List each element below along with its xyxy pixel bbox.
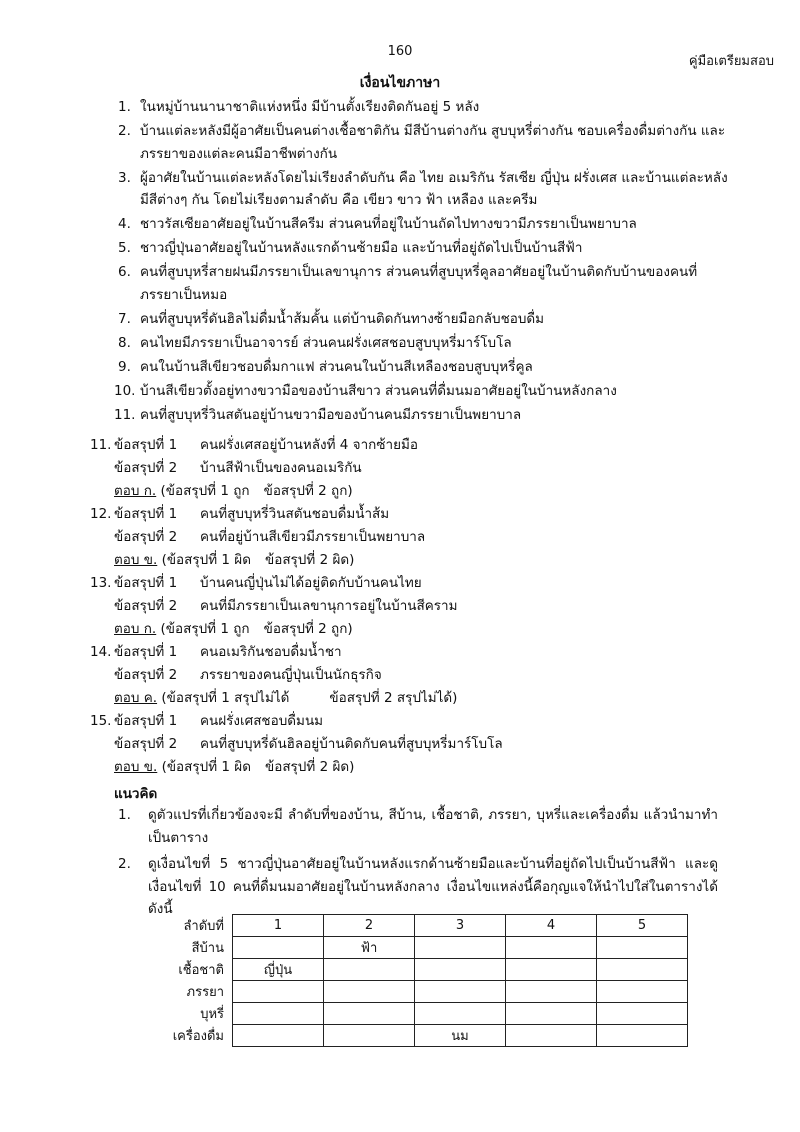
grid-cell — [415, 1003, 506, 1025]
condition-item — [118, 308, 728, 331]
answer-part-b: ข้อสรุปที่ 2 ผิด) — [264, 552, 355, 568]
condition-number: 3. — [118, 169, 131, 186]
grid-row — [140, 937, 688, 959]
condition-text: คนที่สูบบุหรี่สายฝนมีภรรยาเป็นเลขานุการ ส่วนคนที่สูบบุหรี่คูลอาศัยอยู่ในบ้านติดกับบ้านของคนที่ภรรยาเป็นหมอ — [140, 264, 698, 303]
grid-cell: นม — [415, 1025, 506, 1047]
condition-text: ชาวรัสเซียอาศัยอยู่ในบ้านสีครีม ส่วนคนที่อยู่ในบ้านถัดไปทางขวามีภรรยาเป็นพยาบาล — [140, 216, 637, 232]
conclusion-label: ข้อสรุปที่ 2 — [114, 529, 178, 545]
condition-text: บ้านสีเขียวตั้งอยู่ทางขวามือของบ้านสีขาว ส่วนคนที่ดื่มนมอาศัยอยู่ในบ้านหลังกลาง — [140, 382, 617, 399]
answer-part-a: (ข้อสรุปที่ 1 ถูก — [160, 483, 250, 499]
conclusion-text: บ้านคนญี่ปุ่นไม่ได้อยู่ติดกับบ้านคนไทย — [200, 575, 422, 591]
question-answer — [90, 756, 750, 779]
question-answer — [90, 480, 750, 503]
grid-cell — [233, 1025, 324, 1047]
condition-item — [118, 261, 728, 306]
grid-row-label: เชื้อชาติ — [178, 963, 224, 978]
approach-list — [118, 804, 718, 925]
grid-cell — [415, 937, 506, 959]
condition-number: 8. — [118, 334, 131, 351]
grid-cell: 1 — [233, 915, 324, 937]
grid-cell — [597, 937, 688, 959]
grid-cell — [233, 937, 324, 959]
conclusion-label: ข้อสรุปที่ 1 — [114, 713, 178, 729]
conclusion-label: ข้อสรุปที่ 2 — [114, 598, 178, 614]
question-conclusion-1 — [90, 710, 750, 733]
condition-number: 1. — [118, 99, 131, 115]
question-number: 15. — [90, 713, 112, 729]
grid-row — [140, 1025, 688, 1047]
conclusion-text: คนที่สูบบุหรี่วินสตันชอบดื่มน้ำส้ม — [200, 506, 390, 522]
question-answer — [90, 687, 750, 710]
conclusion-label: ข้อสรุปที่ 2 — [114, 667, 178, 683]
question-number: 12. — [90, 506, 112, 522]
answer-part-a: (ข้อสรุปที่ 1 ถูก — [160, 621, 250, 637]
question-conclusion-2 — [90, 595, 750, 618]
conclusion-label: ข้อสรุปที่ 1 — [114, 575, 178, 591]
question-number: 11. — [90, 437, 112, 453]
conclusion-label: ข้อสรุปที่ 1 — [114, 506, 178, 522]
answer-part-b: ข้อสรุปที่ 2 ผิด) — [264, 759, 355, 775]
grid-row-label: บุหรี่ — [200, 1007, 224, 1022]
solution-grid — [140, 914, 688, 1047]
condition-number: 6. — [118, 264, 131, 280]
grid-cell — [415, 959, 506, 981]
grid-row — [140, 915, 688, 937]
question-conclusion-2 — [90, 526, 750, 549]
approach-title: แนวคิด — [114, 786, 158, 802]
grid-cell: 2 — [324, 915, 415, 937]
answer-part-b: ข้อสรุปที่ 2 สรุปไม่ได้) — [329, 690, 458, 706]
condition-text: ในหมู่บ้านนานาชาติแห่งหนึ่ง มีบ้านตั้งเรียงติดกันอยู่ 5 หลัง — [140, 99, 480, 115]
condition-item — [118, 96, 728, 119]
grid-cell — [506, 937, 597, 959]
answer-part-a: (ข้อสรุปที่ 1 สรุปไม่ได้ — [161, 690, 290, 706]
grid-cell — [324, 1003, 415, 1025]
condition-number: 10. — [114, 382, 136, 399]
approach-text: ดูตัวแปรที่เกี่ยวข้องจะมี ลำดับที่ของบ้าน, สีบ้าน, เชื้อชาติ, ภรรยา, บุหรี่และเครื่องดื่ม แล้วนำมาทำเป็นตาราง — [148, 807, 718, 846]
grid-row-label: สีบ้าน — [191, 941, 224, 956]
book-title: คู่มือเตรียมสอบ — [688, 54, 774, 69]
answer-label: ตอบ ค. — [114, 690, 158, 706]
question-conclusion-2 — [90, 733, 750, 756]
grid-cell — [415, 981, 506, 1003]
condition-item — [118, 237, 728, 260]
condition-item — [118, 120, 728, 165]
grid-row — [140, 1003, 688, 1025]
question-conclusion-1 — [90, 572, 750, 595]
question-answer — [90, 618, 750, 641]
question-answer — [90, 549, 750, 572]
condition-text: คนไทยมีภรรยาเป็นอาจารย์ ส่วนคนฝรั่งเศสชอบสูบบุหรี่มาร์โบโล — [140, 334, 512, 351]
condition-text: คนที่สูบบุหรี่ดันฮิลไม่ดื่มน้ำส้มคั้น แต่บ้านติดกันทางซ้ายมือกลับชอบดื่ม — [140, 310, 545, 327]
grid-cell — [506, 981, 597, 1003]
grid-row-label: ภรรยา — [186, 985, 224, 1000]
answer-label: ตอบ ข. — [114, 759, 158, 775]
answer-label: ตอบ ข. — [114, 552, 158, 568]
condition-item — [118, 167, 728, 212]
approach-number: 2. — [118, 856, 131, 872]
approach-item — [118, 804, 718, 849]
grid-cell — [506, 1003, 597, 1025]
grid-cell: ฟ้า — [324, 937, 415, 959]
grid-cell — [324, 959, 415, 981]
conclusion-text: คนฝรั่งเศสอยู่บ้านหลังที่ 4 จากซ้ายมือ — [200, 437, 418, 453]
grid-cell — [597, 1003, 688, 1025]
conclusion-text: ภรรยาของคนญี่ปุ่นเป็นนักธุรกิจ — [200, 667, 382, 683]
section-title: เงื่อนไขภาษา — [359, 75, 441, 91]
condition-number: 9. — [118, 358, 131, 375]
conclusion-text: บ้านสีฟ้าเป็นของคนอเมริกัน — [200, 460, 362, 476]
conditions-list — [114, 96, 728, 428]
grid-row — [140, 959, 688, 981]
grid-cell — [233, 981, 324, 1003]
answer-part-a: (ข้อสรุปที่ 1 ผิด — [161, 759, 251, 775]
question-conclusion-1 — [90, 503, 750, 526]
grid-row — [140, 981, 688, 1003]
grid-cell — [324, 1025, 415, 1047]
conclusion-text: คนอเมริกันชอบดื่มน้ำชา — [200, 644, 342, 660]
condition-number: 2. — [118, 123, 131, 139]
condition-text: บ้านแต่ละหลังมีผู้อาศัยเป็นคนต่างเชื้อชาติกัน มีสีบ้านต่างกัน สูบบุหรี่ต่างกัน ชอบเครื่องดื่มต่างกัน และภรรยาของแต่ละคนมีอาชีพต่างกัน — [140, 123, 726, 162]
grid-cell — [506, 959, 597, 981]
question-conclusion-1 — [90, 641, 750, 664]
approach-number: 1. — [118, 807, 131, 823]
conclusion-label: ข้อสรุปที่ 1 — [114, 437, 178, 453]
answer-part-b: ข้อสรุปที่ 2 ถูก) — [263, 483, 353, 499]
conclusion-text: คนที่มีภรรยาเป็นเลขานุการอยู่ในบ้านสีคราม — [200, 598, 458, 614]
question-number: 13. — [90, 575, 112, 591]
approach-text: ดูเงื่อนไขที่ 5 ชาวญี่ปุ่นอาศัยอยู่ในบ้านหลังแรกด้านซ้ายมือและบ้านที่อยู่ถัดไปเป็นบ้านสีฟ้า และดูเงื่อนไขที่ 10 คนที่ดื่มนมอาศัยอยู่ในบ้านหลังกลาง เงื่อนไขแหล่งนี้คือกุญแจให้นำไปใส่ในตารางได้ดังนี้ — [148, 856, 718, 917]
grid-cell: ญี่ปุ่น — [233, 959, 324, 981]
grid-row-label: ลำดับที่ — [183, 919, 224, 934]
answer-part-a: (ข้อสรุปที่ 1 ผิด — [161, 552, 251, 568]
answer-label: ตอบ ก. — [114, 621, 157, 637]
answer-part-b: ข้อสรุปที่ 2 ถูก) — [263, 621, 353, 637]
grid-cell — [506, 1025, 597, 1047]
grid-cell — [597, 981, 688, 1003]
question-conclusion-2 — [90, 457, 750, 480]
page-number: 160 — [387, 44, 413, 59]
conclusion-label: ข้อสรุปที่ 1 — [114, 644, 178, 660]
condition-text: คนในบ้านสีเขียวชอบดื่มกาแฟ ส่วนคนในบ้านสีเหลืองชอบสูบบุหรี่คูล — [140, 358, 533, 375]
question-conclusion-2 — [90, 664, 750, 687]
condition-item — [118, 332, 728, 355]
condition-number: 11. — [114, 406, 136, 423]
condition-text: ผู้อาศัยในบ้านแต่ละหลังโดยไม่เรียงลำดับกัน คือ ไทย อเมริกัน รัสเซีย ญี่ปุ่น ฝรั่งเศส และบ้านแต่ละหลังมีสีต่างๆ กัน โดยไม่เรียงตามลำดับ คือ เขียว ขาว ฟ้า เหลือง และครีม — [140, 169, 728, 208]
conclusion-label: ข้อสรุปที่ 2 — [114, 736, 178, 752]
grid-cell — [233, 1003, 324, 1025]
condition-item — [114, 404, 728, 427]
conclusion-label: ข้อสรุปที่ 2 — [114, 460, 178, 476]
grid-cell: 4 — [506, 915, 597, 937]
grid-cell — [597, 1025, 688, 1047]
questions-section — [90, 434, 750, 779]
condition-number: 4. — [118, 216, 131, 232]
condition-item — [118, 213, 728, 236]
answer-label: ตอบ ก. — [114, 483, 157, 499]
question-number: 14. — [90, 644, 112, 660]
grid-cell — [597, 959, 688, 981]
condition-number: 5. — [118, 240, 131, 256]
grid-cell: 3 — [415, 915, 506, 937]
conclusion-text: คนฝรั่งเศสชอบดื่มนม — [200, 713, 324, 729]
condition-number: 7. — [118, 310, 131, 327]
conclusion-text: คนที่อยู่บ้านสีเขียวมีภรรยาเป็นพยาบาล — [200, 529, 426, 545]
grid-cell: 5 — [597, 915, 688, 937]
condition-item — [114, 380, 728, 403]
question-conclusion-1 — [90, 434, 750, 457]
conclusion-text: คนที่สูบบุหรี่ดันฮิลอยู่บ้านติดกับคนที่สูบบุหรี่มาร์โบโล — [200, 736, 503, 752]
grid-cell — [324, 981, 415, 1003]
condition-text: ชาวญี่ปุ่นอาศัยอยู่ในบ้านหลังแรกด้านซ้ายมือ และบ้านที่อยู่ถัดไปเป็นบ้านสีฟ้า — [140, 240, 583, 256]
condition-item — [118, 356, 728, 379]
grid-row-label: เครื่องดื่ม — [172, 1029, 224, 1044]
condition-text: คนที่สูบบุหรี่วินสตันอยู่บ้านขวามือของบ้านคนมีภรรยาเป็นพยาบาล — [140, 406, 522, 423]
approach-item — [118, 853, 718, 921]
